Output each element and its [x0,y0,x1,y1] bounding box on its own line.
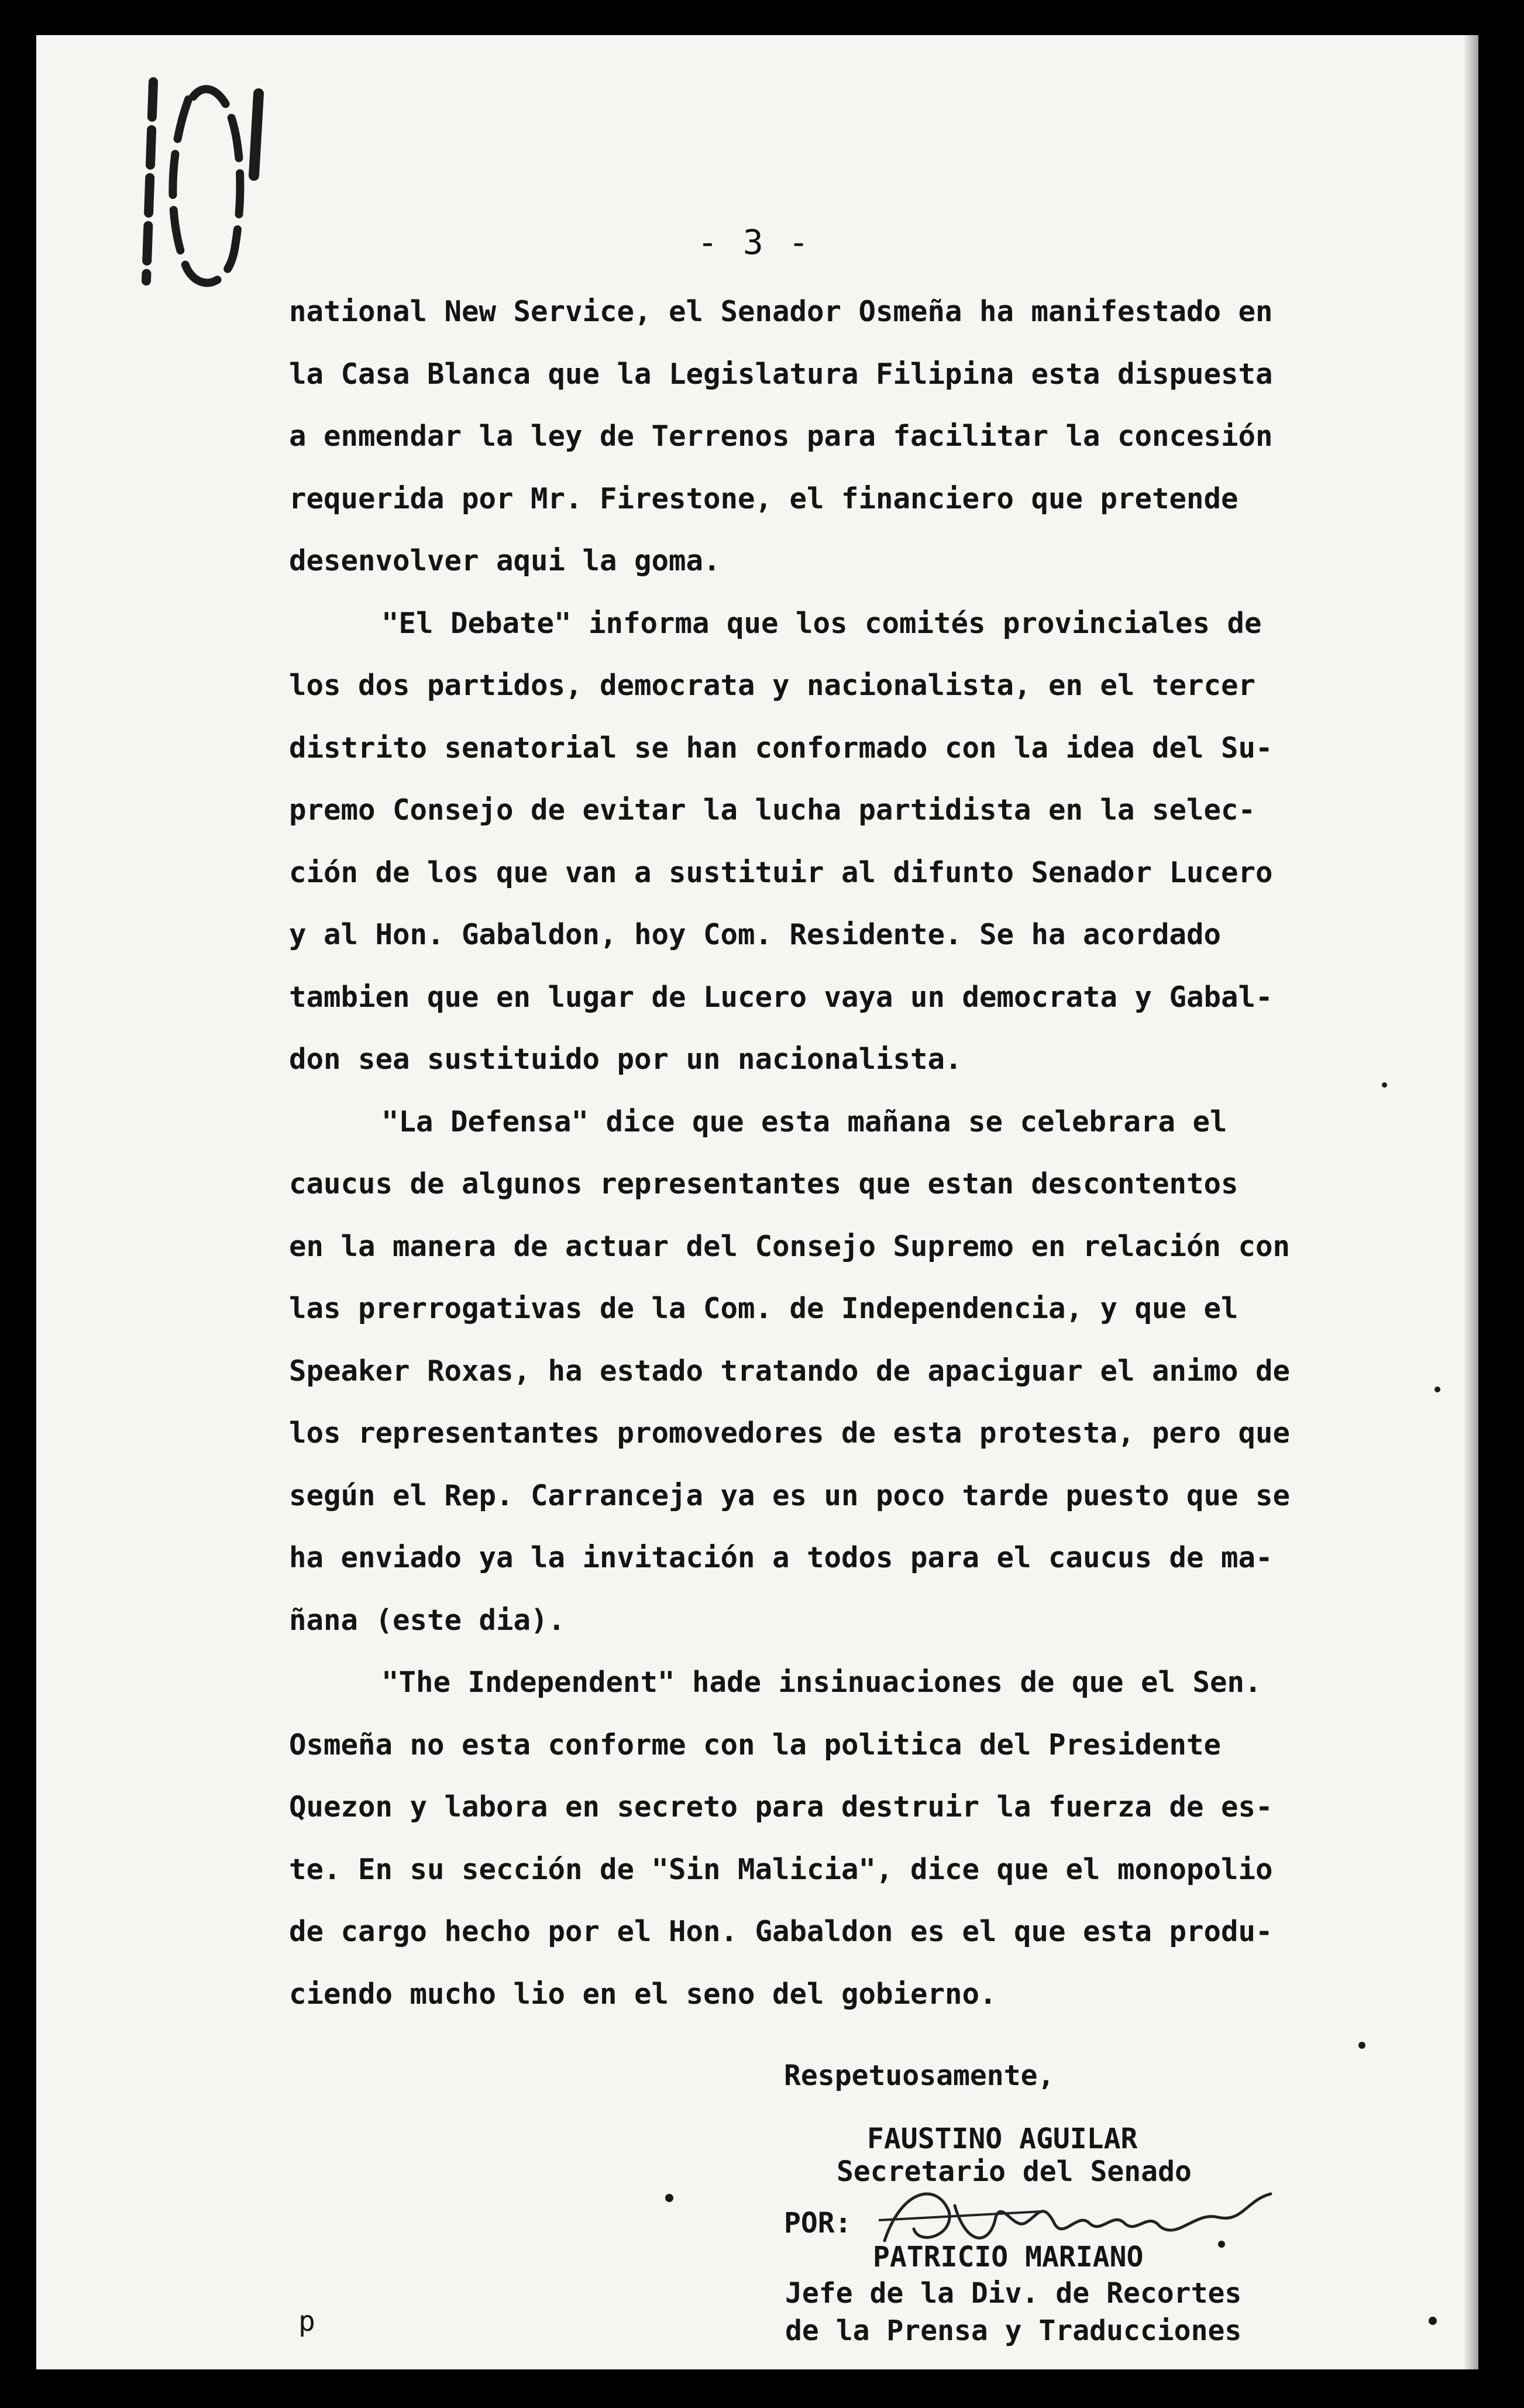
page-edge-shadow [1463,35,1478,2369]
body-line: "The Independent" hade insinuaciones de que el Sen. [381,1666,1262,1699]
body-line: national New Service, el Senador Osmeña ha manifestado en [289,295,1273,328]
body-line: a enmendar la ley de Terrenos para facilitar la concesión [289,419,1273,453]
ink-speck [1218,2241,1225,2248]
body-line: Quezon y labora en secreto para destruir la fuerza de es- [289,1790,1273,1824]
ink-speck [1382,1082,1387,1088]
body-line: tambien que en lugar de Lucero vaya un democrata y Gabal- [289,980,1273,1014]
body-line: "El Debate" informa que los comités provinciales de [381,606,1262,640]
closing-salutation: Respetuosamente, [784,2059,1055,2092]
body-line: las prerrogativas de la Com. de Independencia, y que el [289,1292,1239,1325]
body-line: ción de los que van a sustituir al difunto Senador Lucero [289,855,1273,889]
typist-initial: p [298,2305,315,2338]
body-line: los dos partidos, democrata y nacionalista, en el tercer [289,669,1256,702]
body-line: ñana (este dia). [289,1603,566,1637]
body-line: desenvolver aqui la goma. [289,544,721,577]
body-line: distrito senatorial se han conformado con la idea del Su- [289,731,1273,765]
body-line: según el Rep. Carranceja ya es un poco tarde puesto que se [289,1478,1291,1512]
ink-speck [1434,1387,1440,1392]
ink-speck [665,2194,673,2202]
body-line: premo Consejo de evitar la lucha partidista en la selec- [289,793,1256,827]
signer-title: Secretario del Senado [837,2155,1192,2188]
body-line: don sea sustituido por un nacionalista. [289,1043,962,1076]
ink-speck [1358,2042,1365,2049]
deputy-name: PATRICIO MARIANO [873,2241,1144,2273]
body-line: los representantes promovedores de esta protesta, pero que [289,1416,1291,1450]
body-line: ha enviado ya la invitación a todos para el caucus de ma- [289,1541,1273,1574]
body-line: "La Defensa" dice que esta mañana se celebrara el [381,1105,1227,1138]
body-line: Speaker Roxas, ha estado tratando de apaciguar el animo de [289,1354,1291,1388]
page-number: - 3 - [697,222,811,262]
letter-body [289,281,1389,2025]
body-line: ciendo mucho lio en el seno del gobierno. [289,1977,997,2011]
handwritten-folio-mark [118,59,294,304]
deputy-title-line-1: Jefe de la Div. de Recortes [785,2277,1242,2310]
body-line: caucus de algunos representantes que estan descontentos [289,1167,1239,1200]
body-line: requerida por Mr. Firestone, el financiero que pretende [289,481,1239,515]
por-label: POR: [784,2207,852,2240]
body-line: y al Hon. Gabaldon, hoy Com. Residente. Se ha acordado [289,918,1222,951]
ink-speck [1429,2317,1437,2325]
body-line: Osmeña no esta conforme con la politica del Presidente [289,1728,1222,1762]
deputy-title-line-2: de la Prensa y Traducciones [785,2314,1242,2347]
body-line: en la manera de actuar del Consejo Supremo en relación con [289,1229,1291,1263]
body-line: la Casa Blanca que la Legislatura Filipina esta dispuesta [289,357,1273,391]
body-line: te. En su sección de "Sin Malicia", dice que el monopolio [289,1852,1273,1886]
signer-name: FAUSTINO AGUILAR [867,2123,1138,2155]
body-line: de cargo hecho por el Hon. Gabaldon es el que esta produ- [289,1915,1273,1948]
document-page [36,35,1478,2369]
